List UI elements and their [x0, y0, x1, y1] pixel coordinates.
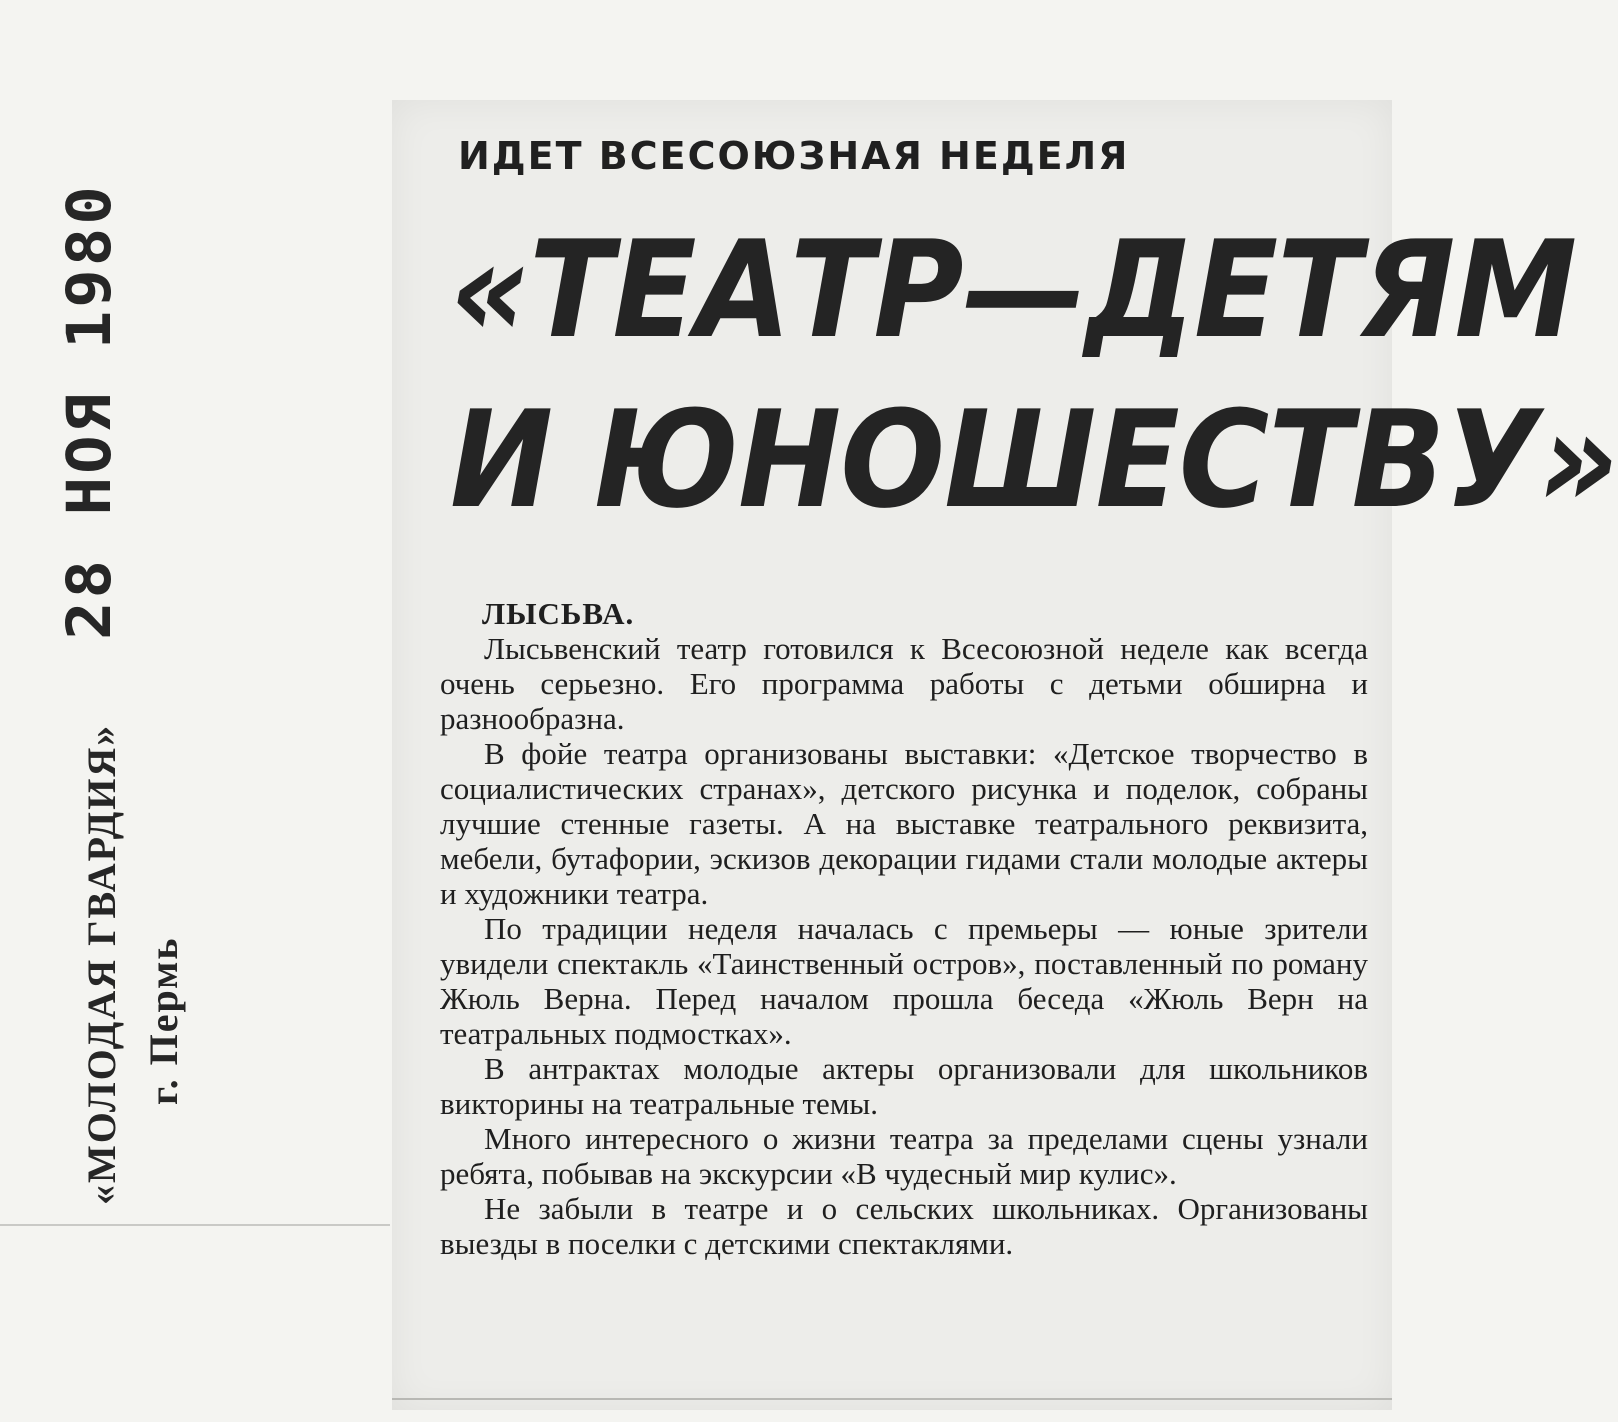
- newspaper-name-stamp: «МОЛОДАЯ ГВАРДИЯ»: [79, 723, 124, 1205]
- date-stamp: 28 НОЯ 1980: [55, 183, 126, 640]
- article-paragraph: Много интересного о жизни театра за пределами сцены узнали ребята, побывав на экскурсии «В чудесный мир кулис».: [440, 1121, 1368, 1191]
- article-paragraph: В фойе театра организованы выставки: «Детское творчество в социалистических странах», детского рисунка и поделок, собраны лучшие стенные газеты. А на выставке театрального реквизита, мебели, бутафории, эскизов декорации гидами стали молодые актеры и художники театра.: [440, 736, 1368, 911]
- newspaper-city-stamp: г. Пермь: [141, 936, 186, 1105]
- headline-line-1: «ТЕАТР—ДЕТЯМ: [450, 212, 1577, 368]
- article-paragraph: Не забыли в театре и о сельских школьниках. Организованы выезды в поселки с детскими спектаклями.: [440, 1191, 1368, 1261]
- article-kicker: ИДЕТ ВСЕСОЮЗНАЯ НЕДЕЛЯ: [458, 134, 1130, 178]
- clipping-bottom-edge: [392, 1398, 1392, 1400]
- article-paragraph: В антрактах молодые актеры организовали для школьников викторины на театральные темы.: [440, 1051, 1368, 1121]
- headline-line-2: И ЮНОШЕСТВУ»: [450, 382, 1618, 538]
- article-paragraph: По традиции неделя началась с премьеры — юные зрители увидели спектакль «Таинственный остров», поставленный по роману Жюль Верна. Перед началом прошла беседа «Жюль Верн на театральных подмостках».: [440, 911, 1368, 1051]
- article-headline: [450, 205, 1618, 545]
- article-body: [440, 596, 1368, 1261]
- article-paragraph: Лысьвенский театр готовился к Всесоюзной неделе как всегда очень серьезно. Его программа работы с детьми обширна и разнообразна.: [440, 631, 1368, 736]
- scan-edge-line: [0, 1224, 390, 1226]
- article-dateline: ЛЫСЬВА.: [482, 596, 635, 631]
